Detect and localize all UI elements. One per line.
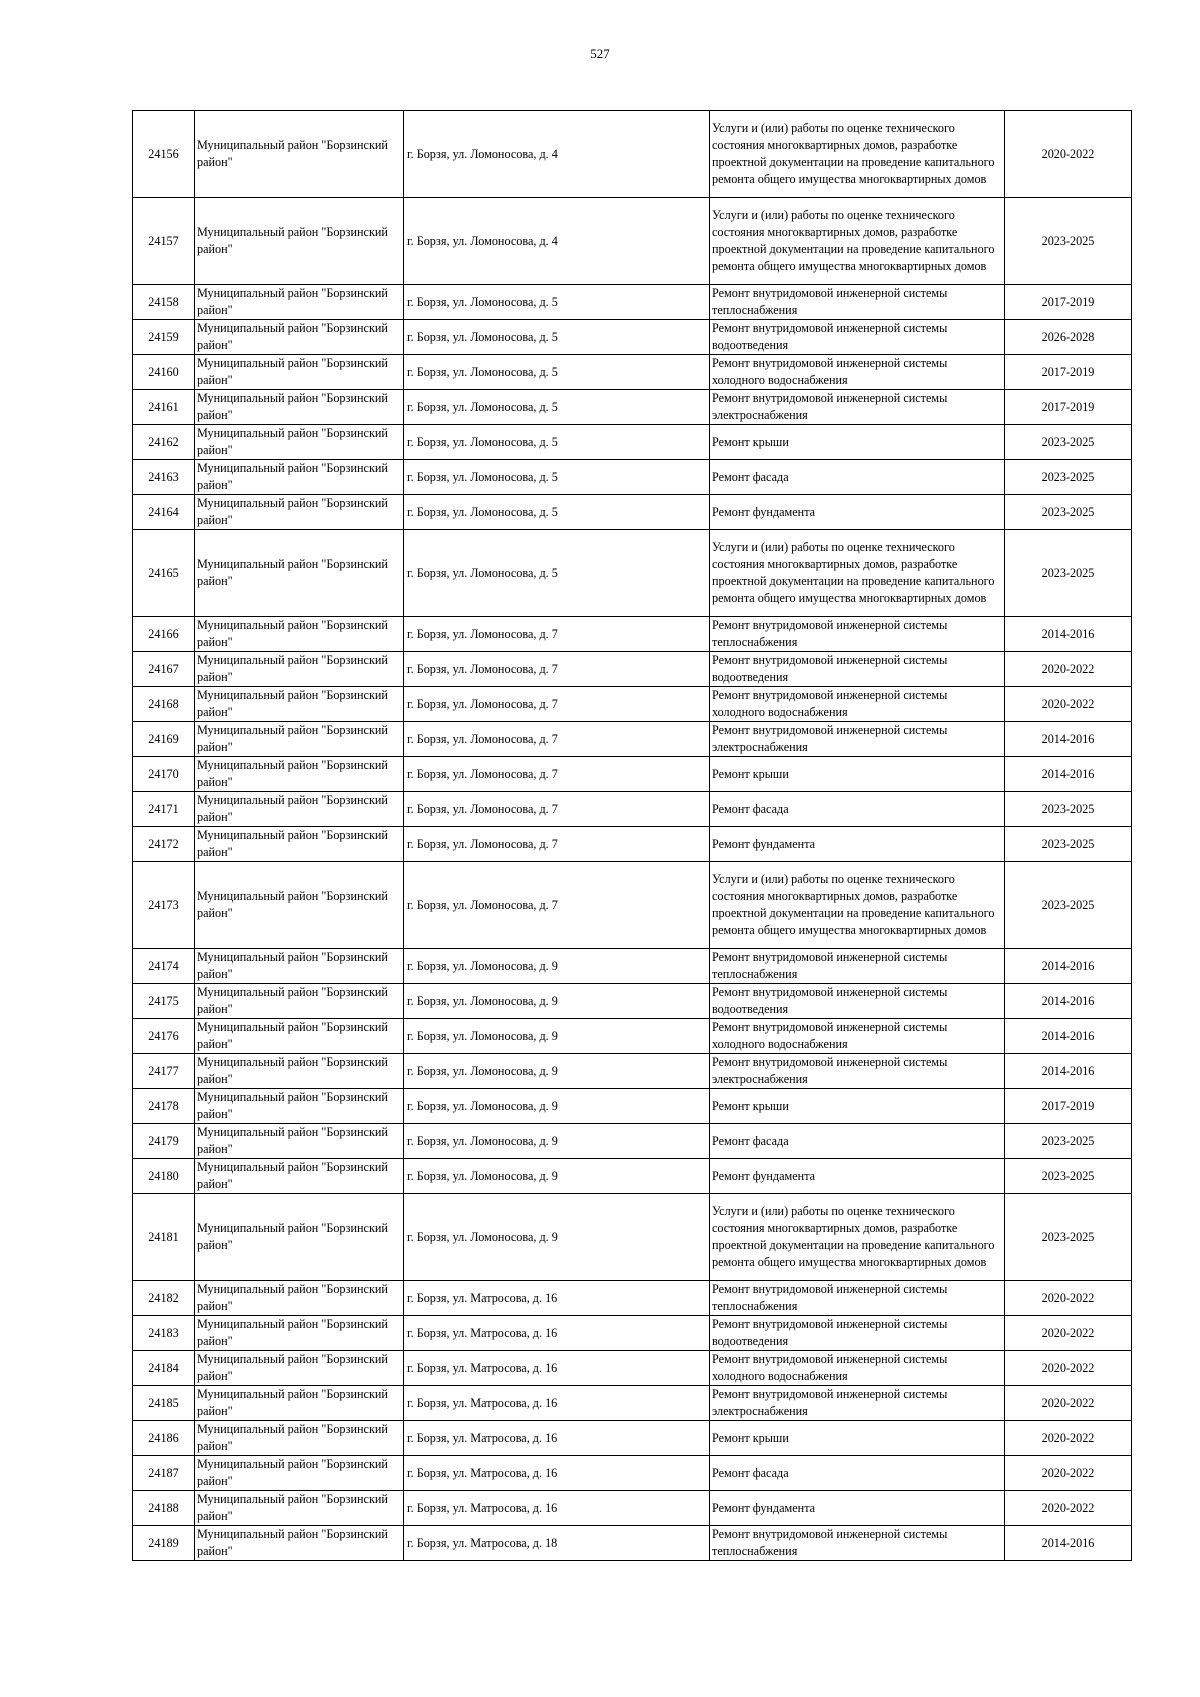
municipality-cell: Муниципальный район "Борзинский район" bbox=[195, 1159, 404, 1194]
row-number-cell: 24163 bbox=[133, 460, 195, 495]
work-type-cell: Услуги и (или) работы по оценке технического состояния многоквартирных домов, разработке проектной документации на проведение капитального ремонта общего имущества многоквартирных домов bbox=[710, 530, 1005, 617]
table-row bbox=[133, 460, 1132, 495]
municipality-cell: Муниципальный район "Борзинский район" bbox=[195, 1281, 404, 1316]
period-cell: 2020-2022 bbox=[1005, 111, 1132, 198]
work-type-cell: Ремонт внутридомовой инженерной системы водоотведения bbox=[710, 984, 1005, 1019]
row-number-cell: 24180 bbox=[133, 1159, 195, 1194]
address-cell: г. Борзя, ул. Ломоносова, д. 9 bbox=[404, 1159, 710, 1194]
period-cell: 2020-2022 bbox=[1005, 1351, 1132, 1386]
address-cell: г. Борзя, ул. Ломоносова, д. 5 bbox=[404, 390, 710, 425]
table-row bbox=[133, 355, 1132, 390]
table-row bbox=[133, 1194, 1132, 1281]
row-number-cell: 24175 bbox=[133, 984, 195, 1019]
period-cell: 2023-2025 bbox=[1005, 1194, 1132, 1281]
period-cell: 2020-2022 bbox=[1005, 1386, 1132, 1421]
row-number-cell: 24176 bbox=[133, 1019, 195, 1054]
work-type-cell: Ремонт внутридомовой инженерной системы водоотведения bbox=[710, 1316, 1005, 1351]
work-type-cell: Ремонт крыши bbox=[710, 1421, 1005, 1456]
period-cell: 2014-2016 bbox=[1005, 1019, 1132, 1054]
work-type-cell: Ремонт крыши bbox=[710, 757, 1005, 792]
address-cell: г. Борзя, ул. Ломоносова, д. 9 bbox=[404, 1019, 710, 1054]
period-cell: 2017-2019 bbox=[1005, 1089, 1132, 1124]
period-cell: 2023-2025 bbox=[1005, 862, 1132, 949]
work-type-cell: Ремонт внутридомовой инженерной системы холодного водоснабжения bbox=[710, 355, 1005, 390]
table-row bbox=[133, 949, 1132, 984]
row-number-cell: 24182 bbox=[133, 1281, 195, 1316]
address-cell: г. Борзя, ул. Ломоносова, д. 9 bbox=[404, 1124, 710, 1159]
address-cell: г. Борзя, ул. Ломоносова, д. 7 bbox=[404, 757, 710, 792]
row-number-cell: 24179 bbox=[133, 1124, 195, 1159]
period-cell: 2023-2025 bbox=[1005, 1124, 1132, 1159]
table-row bbox=[133, 285, 1132, 320]
work-type-cell: Ремонт фундамента bbox=[710, 1159, 1005, 1194]
address-cell: г. Борзя, ул. Ломоносова, д. 7 bbox=[404, 652, 710, 687]
address-cell: г. Борзя, ул. Матросова, д. 18 bbox=[404, 1526, 710, 1561]
work-type-cell: Ремонт внутридомовой инженерной системы теплоснабжения bbox=[710, 285, 1005, 320]
table-row bbox=[133, 198, 1132, 285]
row-number-cell: 24158 bbox=[133, 285, 195, 320]
address-cell: г. Борзя, ул. Матросова, д. 16 bbox=[404, 1351, 710, 1386]
table-row bbox=[133, 1526, 1132, 1561]
municipality-cell: Муниципальный район "Борзинский район" bbox=[195, 1194, 404, 1281]
row-number-cell: 24160 bbox=[133, 355, 195, 390]
work-type-cell: Ремонт внутридомовой инженерной системы электроснабжения bbox=[710, 722, 1005, 757]
address-cell: г. Борзя, ул. Матросова, д. 16 bbox=[404, 1456, 710, 1491]
work-type-cell: Ремонт внутридомовой инженерной системы теплоснабжения bbox=[710, 1526, 1005, 1561]
row-number-cell: 24164 bbox=[133, 495, 195, 530]
table-row bbox=[133, 617, 1132, 652]
municipality-cell: Муниципальный район "Борзинский район" bbox=[195, 617, 404, 652]
row-number-cell: 24174 bbox=[133, 949, 195, 984]
municipality-cell: Муниципальный район "Борзинский район" bbox=[195, 792, 404, 827]
period-cell: 2023-2025 bbox=[1005, 460, 1132, 495]
address-cell: г. Борзя, ул. Матросова, д. 16 bbox=[404, 1281, 710, 1316]
table-row bbox=[133, 792, 1132, 827]
work-type-cell: Ремонт внутридомовой инженерной системы теплоснабжения bbox=[710, 1281, 1005, 1316]
municipality-cell: Муниципальный район "Борзинский район" bbox=[195, 722, 404, 757]
period-cell: 2014-2016 bbox=[1005, 984, 1132, 1019]
row-number-cell: 24161 bbox=[133, 390, 195, 425]
row-number-cell: 24184 bbox=[133, 1351, 195, 1386]
work-type-cell: Услуги и (или) работы по оценке технического состояния многоквартирных домов, разработке проектной документации на проведение капитального ремонта общего имущества многоквартирных домов bbox=[710, 1194, 1005, 1281]
period-cell: 2023-2025 bbox=[1005, 530, 1132, 617]
row-number-cell: 24170 bbox=[133, 757, 195, 792]
period-cell: 2023-2025 bbox=[1005, 198, 1132, 285]
address-cell: г. Борзя, ул. Ломоносова, д. 7 bbox=[404, 827, 710, 862]
municipality-cell: Муниципальный район "Борзинский район" bbox=[195, 827, 404, 862]
table-body bbox=[133, 111, 1132, 1561]
address-cell: г. Борзя, ул. Ломоносова, д. 9 bbox=[404, 1054, 710, 1089]
table-row bbox=[133, 757, 1132, 792]
row-number-cell: 24173 bbox=[133, 862, 195, 949]
table-row bbox=[133, 1159, 1132, 1194]
table-row bbox=[133, 862, 1132, 949]
address-cell: г. Борзя, ул. Ломоносова, д. 7 bbox=[404, 722, 710, 757]
address-cell: г. Борзя, ул. Ломоносова, д. 9 bbox=[404, 949, 710, 984]
address-cell: г. Борзя, ул. Ломоносова, д. 4 bbox=[404, 111, 710, 198]
row-number-cell: 24169 bbox=[133, 722, 195, 757]
row-number-cell: 24166 bbox=[133, 617, 195, 652]
work-type-cell: Ремонт внутридомовой инженерной системы водоотведения bbox=[710, 320, 1005, 355]
municipality-cell: Муниципальный район "Борзинский район" bbox=[195, 1526, 404, 1561]
period-cell: 2014-2016 bbox=[1005, 1526, 1132, 1561]
municipality-cell: Муниципальный район "Борзинский район" bbox=[195, 1019, 404, 1054]
municipality-cell: Муниципальный район "Борзинский район" bbox=[195, 1316, 404, 1351]
table-row bbox=[133, 1351, 1132, 1386]
municipality-cell: Муниципальный район "Борзинский район" bbox=[195, 355, 404, 390]
table-row bbox=[133, 1386, 1132, 1421]
municipality-cell: Муниципальный район "Борзинский район" bbox=[195, 984, 404, 1019]
period-cell: 2020-2022 bbox=[1005, 1491, 1132, 1526]
row-number-cell: 24188 bbox=[133, 1491, 195, 1526]
work-type-cell: Ремонт внутридомовой инженерной системы холодного водоснабжения bbox=[710, 1351, 1005, 1386]
period-cell: 2020-2022 bbox=[1005, 1421, 1132, 1456]
address-cell: г. Борзя, ул. Ломоносова, д. 9 bbox=[404, 984, 710, 1019]
work-type-cell: Ремонт внутридомовой инженерной системы электроснабжения bbox=[710, 390, 1005, 425]
address-cell: г. Борзя, ул. Матросова, д. 16 bbox=[404, 1386, 710, 1421]
municipality-cell: Муниципальный район "Борзинский район" bbox=[195, 460, 404, 495]
work-type-cell: Ремонт фасада bbox=[710, 1456, 1005, 1491]
municipality-cell: Муниципальный район "Борзинский район" bbox=[195, 1386, 404, 1421]
municipality-cell: Муниципальный район "Борзинский район" bbox=[195, 530, 404, 617]
work-type-cell: Услуги и (или) работы по оценке технического состояния многоквартирных домов, разработке проектной документации на проведение капитального ремонта общего имущества многоквартирных домов bbox=[710, 198, 1005, 285]
address-cell: г. Борзя, ул. Ломоносова, д. 5 bbox=[404, 425, 710, 460]
table-row bbox=[133, 111, 1132, 198]
work-type-cell: Ремонт фундамента bbox=[710, 1491, 1005, 1526]
municipality-cell: Муниципальный район "Борзинский район" bbox=[195, 390, 404, 425]
row-number-cell: 24185 bbox=[133, 1386, 195, 1421]
row-number-cell: 24187 bbox=[133, 1456, 195, 1491]
page-number: 527 bbox=[590, 46, 610, 61]
period-cell: 2020-2022 bbox=[1005, 1281, 1132, 1316]
work-type-cell: Ремонт фундамента bbox=[710, 495, 1005, 530]
address-cell: г. Борзя, ул. Матросова, д. 16 bbox=[404, 1491, 710, 1526]
table-row bbox=[133, 687, 1132, 722]
table-row bbox=[133, 1421, 1132, 1456]
table-row bbox=[133, 390, 1132, 425]
period-cell: 2017-2019 bbox=[1005, 390, 1132, 425]
table-row bbox=[133, 530, 1132, 617]
period-cell: 2023-2025 bbox=[1005, 827, 1132, 862]
municipality-cell: Муниципальный район "Борзинский район" bbox=[195, 757, 404, 792]
row-number-cell: 24159 bbox=[133, 320, 195, 355]
period-cell: 2017-2019 bbox=[1005, 355, 1132, 390]
work-type-cell: Ремонт внутридомовой инженерной системы электроснабжения bbox=[710, 1386, 1005, 1421]
table-row bbox=[133, 1089, 1132, 1124]
table-row bbox=[133, 827, 1132, 862]
row-number-cell: 24171 bbox=[133, 792, 195, 827]
municipality-cell: Муниципальный район "Борзинский район" bbox=[195, 198, 404, 285]
address-cell: г. Борзя, ул. Ломоносова, д. 5 bbox=[404, 495, 710, 530]
period-cell: 2014-2016 bbox=[1005, 617, 1132, 652]
address-cell: г. Борзя, ул. Ломоносова, д. 7 bbox=[404, 687, 710, 722]
municipality-cell: Муниципальный район "Борзинский район" bbox=[195, 1351, 404, 1386]
address-cell: г. Борзя, ул. Ломоносова, д. 5 bbox=[404, 355, 710, 390]
row-number-cell: 24162 bbox=[133, 425, 195, 460]
table-row bbox=[133, 1456, 1132, 1491]
work-type-cell: Ремонт фасада bbox=[710, 1124, 1005, 1159]
table-row bbox=[133, 1316, 1132, 1351]
address-cell: г. Борзя, ул. Ломоносова, д. 9 bbox=[404, 1194, 710, 1281]
municipality-cell: Муниципальный район "Борзинский район" bbox=[195, 495, 404, 530]
address-cell: г. Борзя, ул. Ломоносова, д. 9 bbox=[404, 1089, 710, 1124]
municipality-cell: Муниципальный район "Борзинский район" bbox=[195, 1089, 404, 1124]
table-row bbox=[133, 1281, 1132, 1316]
address-cell: г. Борзя, ул. Ломоносова, д. 5 bbox=[404, 320, 710, 355]
period-cell: 2014-2016 bbox=[1005, 949, 1132, 984]
address-cell: г. Борзя, ул. Ломоносова, д. 7 bbox=[404, 862, 710, 949]
municipality-cell: Муниципальный район "Борзинский район" bbox=[195, 1456, 404, 1491]
table-row bbox=[133, 652, 1132, 687]
work-type-cell: Ремонт крыши bbox=[710, 1089, 1005, 1124]
row-number-cell: 24172 bbox=[133, 827, 195, 862]
table-row bbox=[133, 1491, 1132, 1526]
period-cell: 2020-2022 bbox=[1005, 1316, 1132, 1351]
municipality-cell: Муниципальный район "Борзинский район" bbox=[195, 1124, 404, 1159]
row-number-cell: 24156 bbox=[133, 111, 195, 198]
period-cell: 2014-2016 bbox=[1005, 722, 1132, 757]
municipality-cell: Муниципальный район "Борзинский район" bbox=[195, 862, 404, 949]
municipality-cell: Муниципальный район "Борзинский район" bbox=[195, 1491, 404, 1526]
address-cell: г. Борзя, ул. Ломоносова, д. 5 bbox=[404, 530, 710, 617]
period-cell: 2023-2025 bbox=[1005, 425, 1132, 460]
work-type-cell: Ремонт внутридомовой инженерной системы холодного водоснабжения bbox=[710, 1019, 1005, 1054]
period-cell: 2014-2016 bbox=[1005, 757, 1132, 792]
period-cell: 2023-2025 bbox=[1005, 792, 1132, 827]
table-row bbox=[133, 1124, 1132, 1159]
address-cell: г. Борзя, ул. Ломоносова, д. 5 bbox=[404, 460, 710, 495]
row-number-cell: 24157 bbox=[133, 198, 195, 285]
address-cell: г. Борзя, ул. Ломоносова, д. 5 bbox=[404, 285, 710, 320]
row-number-cell: 24167 bbox=[133, 652, 195, 687]
municipality-cell: Муниципальный район "Борзинский район" bbox=[195, 1421, 404, 1456]
table-row bbox=[133, 722, 1132, 757]
municipality-cell: Муниципальный район "Борзинский район" bbox=[195, 949, 404, 984]
row-number-cell: 24168 bbox=[133, 687, 195, 722]
work-type-cell: Ремонт фасада bbox=[710, 460, 1005, 495]
work-type-cell: Ремонт крыши bbox=[710, 425, 1005, 460]
period-cell: 2023-2025 bbox=[1005, 1159, 1132, 1194]
work-type-cell: Ремонт фасада bbox=[710, 792, 1005, 827]
table-row bbox=[133, 495, 1132, 530]
period-cell: 2017-2019 bbox=[1005, 285, 1132, 320]
table-row bbox=[133, 1019, 1132, 1054]
work-type-cell: Услуги и (или) работы по оценке технического состояния многоквартирных домов, разработке проектной документации на проведение капитального ремонта общего имущества многоквартирных домов bbox=[710, 862, 1005, 949]
table-row bbox=[133, 425, 1132, 460]
period-cell: 2020-2022 bbox=[1005, 687, 1132, 722]
address-cell: г. Борзя, ул. Матросова, д. 16 bbox=[404, 1316, 710, 1351]
period-cell: 2014-2016 bbox=[1005, 1054, 1132, 1089]
row-number-cell: 24181 bbox=[133, 1194, 195, 1281]
period-cell: 2020-2022 bbox=[1005, 652, 1132, 687]
row-number-cell: 24177 bbox=[133, 1054, 195, 1089]
work-type-cell: Услуги и (или) работы по оценке технического состояния многоквартирных домов, разработке проектной документации на проведение капитального ремонта общего имущества многоквартирных домов bbox=[710, 111, 1005, 198]
address-cell: г. Борзя, ул. Ломоносова, д. 7 bbox=[404, 617, 710, 652]
municipality-cell: Муниципальный район "Борзинский район" bbox=[195, 687, 404, 722]
repair-schedule-table bbox=[132, 110, 1132, 1561]
period-cell: 2026-2028 bbox=[1005, 320, 1132, 355]
row-number-cell: 24189 bbox=[133, 1526, 195, 1561]
period-cell: 2023-2025 bbox=[1005, 495, 1132, 530]
table-row bbox=[133, 984, 1132, 1019]
row-number-cell: 24186 bbox=[133, 1421, 195, 1456]
municipality-cell: Муниципальный район "Борзинский район" bbox=[195, 1054, 404, 1089]
row-number-cell: 24183 bbox=[133, 1316, 195, 1351]
address-cell: г. Борзя, ул. Ломоносова, д. 7 bbox=[404, 792, 710, 827]
work-type-cell: Ремонт внутридомовой инженерной системы теплоснабжения bbox=[710, 949, 1005, 984]
work-type-cell: Ремонт внутридомовой инженерной системы водоотведения bbox=[710, 652, 1005, 687]
row-number-cell: 24165 bbox=[133, 530, 195, 617]
address-cell: г. Борзя, ул. Ломоносова, д. 4 bbox=[404, 198, 710, 285]
row-number-cell: 24178 bbox=[133, 1089, 195, 1124]
work-type-cell: Ремонт внутридомовой инженерной системы теплоснабжения bbox=[710, 617, 1005, 652]
work-type-cell: Ремонт фундамента bbox=[710, 827, 1005, 862]
work-type-cell: Ремонт внутридомовой инженерной системы холодного водоснабжения bbox=[710, 687, 1005, 722]
table-row bbox=[133, 1054, 1132, 1089]
address-cell: г. Борзя, ул. Матросова, д. 16 bbox=[404, 1421, 710, 1456]
municipality-cell: Муниципальный район "Борзинский район" bbox=[195, 285, 404, 320]
municipality-cell: Муниципальный район "Борзинский район" bbox=[195, 652, 404, 687]
work-type-cell: Ремонт внутридомовой инженерной системы электроснабжения bbox=[710, 1054, 1005, 1089]
municipality-cell: Муниципальный район "Борзинский район" bbox=[195, 425, 404, 460]
period-cell: 2020-2022 bbox=[1005, 1456, 1132, 1491]
municipality-cell: Муниципальный район "Борзинский район" bbox=[195, 320, 404, 355]
table-row bbox=[133, 320, 1132, 355]
municipality-cell: Муниципальный район "Борзинский район" bbox=[195, 111, 404, 198]
